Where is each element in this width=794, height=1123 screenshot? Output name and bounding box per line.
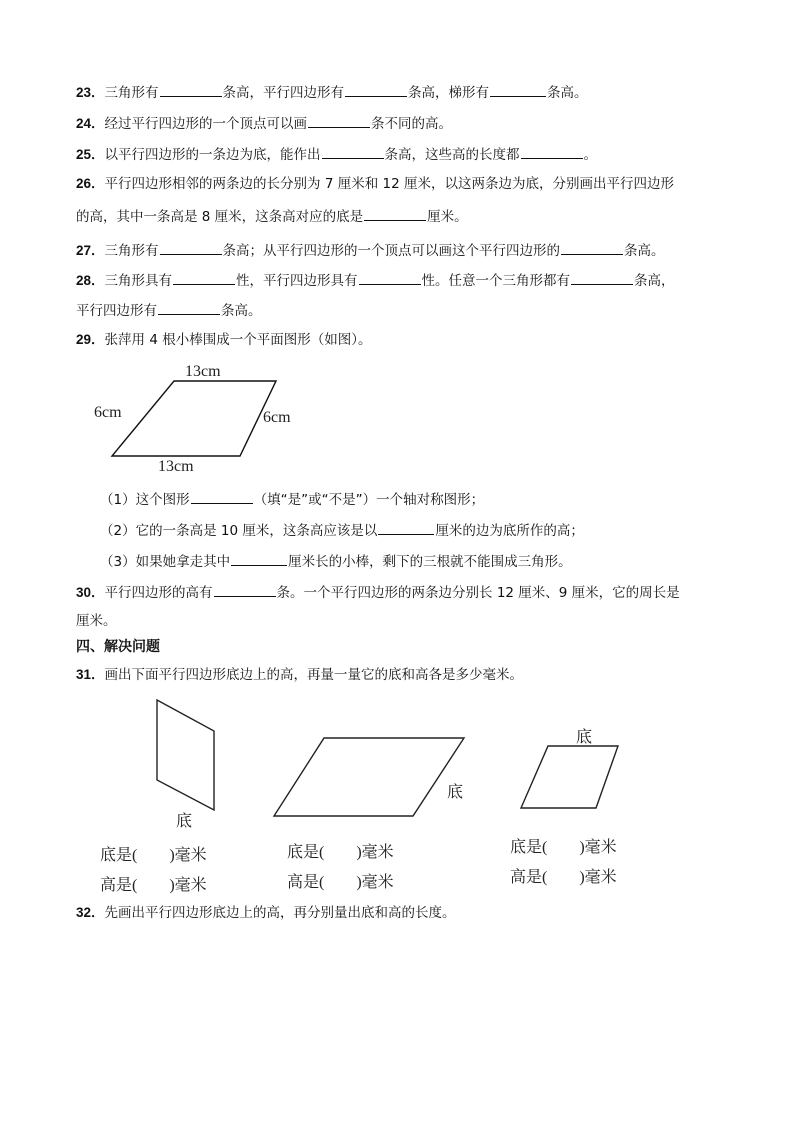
question-text: 。 (583, 147, 598, 163)
question-text: 平行四边形的高有 (104, 585, 213, 601)
base-label-a: 底 (176, 813, 193, 830)
question-30 (76, 582, 680, 602)
question-number: 28． (76, 273, 105, 288)
answer-blank[interactable] (378, 520, 434, 535)
height-measure-a: 高是( )毫米 (100, 877, 207, 894)
answer-blank[interactable] (561, 240, 623, 255)
height-measure-b: 高是( )毫米 (287, 874, 394, 891)
question-text: 的高，其中一条高是 8 厘米，这条高对应的底是 (76, 209, 364, 225)
question-number: 30． (76, 585, 105, 600)
question-text: 条高，这些高的长度都 (384, 147, 520, 163)
question-29 (76, 331, 371, 349)
answer-blank[interactable] (191, 489, 253, 504)
question-text: 厘米长的小棒，剩下的三根就不能围成三角形。 (288, 554, 572, 570)
bottom-side-label: 13cm (158, 458, 194, 475)
question-text: 厘米。 (76, 613, 117, 629)
question-text: 三角形有 (104, 243, 159, 259)
answer-blank[interactable] (160, 82, 222, 97)
question-text: 经过平行四边形的一个顶点可以画 (104, 116, 308, 132)
question-text: 性。任意一个三角形都有 (421, 273, 571, 289)
base-measure-c: 底是( )毫米 (510, 839, 617, 856)
question-number: 31． (76, 667, 105, 682)
question-text: 平行四边形相邻的两条边的长分别为 7 厘米和 12 厘米，以这两条边为底，分别画出平行四边形 (104, 176, 674, 192)
answer-blank[interactable] (214, 582, 276, 597)
question-text: 条高。 (624, 243, 665, 259)
question-32 (76, 904, 456, 922)
question-text: 条高， (634, 273, 675, 289)
question-text: 条高。 (547, 85, 588, 101)
height-measure-c: 高是( )毫米 (510, 869, 617, 886)
parallelogram-shape (112, 381, 276, 456)
question-text: 先画出平行四边形底边上的高，再分别量出底和高的长度。 (104, 905, 456, 921)
question-number: 23． (76, 85, 105, 100)
question-text: 条高，梯形有 (408, 85, 490, 101)
answer-blank[interactable] (521, 144, 583, 159)
question-text: 厘米的边为底所作的高； (435, 523, 584, 539)
answer-blank[interactable] (160, 240, 222, 255)
question-text: 条高。 (221, 303, 262, 319)
question-27 (76, 240, 665, 260)
question-text: 以平行四边形的一条边为底，能作出 (104, 147, 321, 163)
question-text: （2）它的一条高是 10 厘米，这条高应该是以 (100, 523, 378, 539)
base-label-c: 底 (576, 729, 593, 746)
answer-blank[interactable] (490, 82, 546, 97)
question-text: 三角形有 (104, 85, 159, 101)
question-text: 条高，平行四边形有 (222, 85, 345, 101)
question-text: 平行四边形有 (76, 303, 157, 319)
question-text: 张萍用 4 根小棒围成一个平面图形（如图）。 (104, 332, 372, 348)
answer-blank[interactable] (322, 144, 384, 159)
answer-blank[interactable] (571, 270, 633, 285)
question-text: 条。一个平行四边形的两条边分别长 12 厘米、9 厘米，它的周长是 (276, 585, 680, 601)
question-29-part-1 (100, 489, 484, 509)
question-text: （3）如果她拿走其中 (100, 554, 231, 570)
answer-blank[interactable] (173, 270, 235, 285)
question-28 (76, 270, 675, 290)
question-26 (76, 175, 674, 193)
question-text: 条不同的高。 (371, 116, 453, 132)
question-24 (76, 113, 452, 133)
question-26-cont (76, 206, 468, 226)
right-side-label: 6cm (263, 409, 291, 426)
question-text: （1）这个图形 (100, 492, 190, 508)
answer-blank[interactable] (158, 300, 220, 315)
question-text: 厘米。 (427, 209, 468, 225)
answer-blank[interactable] (345, 82, 407, 97)
question-number: 26． (76, 176, 105, 191)
question-number: 29． (76, 332, 105, 347)
answer-blank[interactable] (308, 113, 370, 128)
section-title: 四、解决问题 (76, 639, 160, 655)
question-number: 32． (76, 905, 105, 920)
question-30-cont (76, 612, 117, 630)
question-29-part-2 (100, 520, 584, 540)
question-text: 三角形具有 (104, 273, 173, 289)
question-31 (76, 666, 523, 684)
question-23 (76, 82, 588, 102)
parallelogram-b (274, 738, 464, 816)
answer-blank[interactable] (364, 206, 426, 221)
question-number: 27． (76, 243, 105, 258)
base-measure-a: 底是( )毫米 (100, 847, 207, 864)
question-text: 条高；从平行四边形的一个顶点可以画这个平行四边形的 (222, 243, 561, 259)
answer-blank[interactable] (231, 551, 287, 566)
parallelogram-c (521, 746, 618, 808)
question-text: （填“是”或“不是”）一个轴对称图形； (253, 492, 485, 508)
parallelogram-a (157, 700, 214, 810)
top-side-label: 13cm (185, 363, 221, 380)
question-text: 性，平行四边形具有 (236, 273, 358, 289)
question-number: 24． (76, 116, 105, 131)
base-label-b: 底 (447, 784, 464, 801)
question-28-cont (76, 300, 262, 320)
left-side-label: 6cm (94, 404, 122, 421)
question-text: 画出下面平行四边形底边上的高，再量一量它的底和高各是多少毫米。 (104, 667, 524, 683)
base-measure-b: 底是( )毫米 (287, 844, 394, 861)
answer-blank[interactable] (359, 270, 421, 285)
question-29-part-3 (100, 551, 572, 571)
question-number: 25． (76, 147, 105, 162)
question-25 (76, 144, 597, 164)
